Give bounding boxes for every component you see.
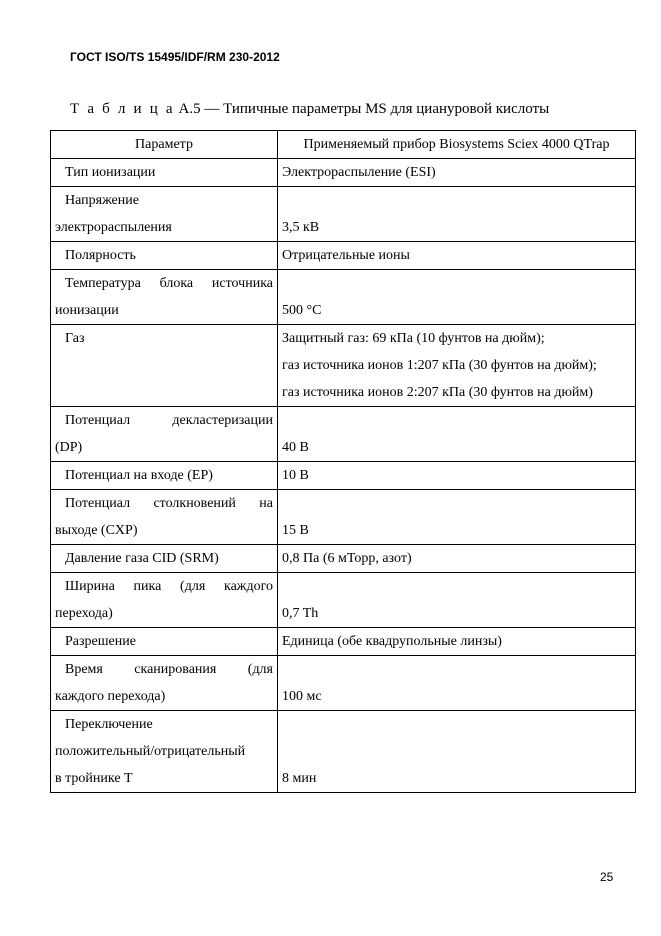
- parameter-text: перехода): [55, 606, 113, 621]
- parameter-cell: [51, 711, 278, 793]
- value-text: 10 В: [282, 468, 309, 483]
- table-row: [51, 545, 636, 573]
- value-cell: [278, 711, 636, 793]
- value-cell: [278, 628, 636, 656]
- parameter-cell: [51, 242, 278, 270]
- parameter-cell: [51, 325, 278, 407]
- table-row: [51, 628, 636, 656]
- value-text: Единица (обе квадрупольные линзы): [282, 634, 502, 649]
- value-cell: [278, 462, 636, 490]
- parameter-cell: [51, 270, 278, 325]
- value-text: газ источника ионов 2:207 кПа (30 фунтов на дюйм): [282, 385, 593, 400]
- value-text: 100 мс: [282, 689, 322, 704]
- table-row: [51, 242, 636, 270]
- parameter-text: электрораспыления: [55, 220, 172, 235]
- parameter-text: Полярность: [65, 248, 136, 263]
- parameter-cell: [51, 573, 278, 628]
- parameter-text: Потенциал на входе (EP): [65, 468, 213, 483]
- parameter-text: Разрешение: [65, 634, 136, 649]
- value-text: 40 В: [282, 440, 309, 455]
- value-cell: [278, 490, 636, 545]
- value-cell: [278, 187, 636, 242]
- table-row: [51, 462, 636, 490]
- value-text: 0,7 Th: [282, 606, 319, 621]
- value-cell: [278, 270, 636, 325]
- parameter-cell: [51, 656, 278, 711]
- value-text: Электрораспыление (ESI): [282, 165, 436, 180]
- parameter-text: ионизации: [55, 303, 119, 318]
- column-header-parameter: Параметр: [51, 131, 278, 159]
- parameter-text: Потенциал декластеризации: [65, 413, 273, 428]
- parameter-cell: [51, 407, 278, 462]
- value-text: 0,8 Па (6 мТорр, азот): [282, 551, 412, 566]
- table-row: [51, 325, 636, 407]
- document-header: ГОСТ ISO/TS 15495/IDF/RM 230-2012: [70, 50, 280, 64]
- value-cell: [278, 325, 636, 407]
- table-row: [51, 711, 636, 793]
- parameter-text: каждого перехода): [55, 689, 166, 704]
- parameter-text: Тип ионизации: [65, 165, 156, 180]
- parameter-text: Потенциал столкновений на: [65, 496, 273, 511]
- parameter-text: Переключение: [65, 717, 153, 732]
- value-text: газ источника ионов 1:207 кПа (30 фунтов на дюйм);: [282, 358, 597, 373]
- parameter-text: Время сканирования (для: [65, 662, 273, 677]
- parameter-cell: [51, 545, 278, 573]
- table-row: [51, 270, 636, 325]
- parameter-cell: [51, 462, 278, 490]
- table-row: [51, 407, 636, 462]
- column-header-instrument: Применяемый прибор Biosystems Sciex 4000 QTrap: [278, 131, 636, 159]
- value-cell: [278, 656, 636, 711]
- parameter-cell: [51, 490, 278, 545]
- parameter-text: Температура блока источника: [65, 276, 273, 291]
- parameter-text: положительный/отрицательный: [55, 744, 246, 759]
- parameter-cell: [51, 159, 278, 187]
- table-row: [51, 159, 636, 187]
- value-cell: [278, 242, 636, 270]
- value-text: 15 В: [282, 523, 309, 538]
- page-number: 25: [600, 870, 614, 884]
- parameter-cell: [51, 628, 278, 656]
- value-text: Отрицательные ионы: [282, 248, 410, 263]
- value-cell: [278, 573, 636, 628]
- value-cell: [278, 407, 636, 462]
- value-cell: [278, 159, 636, 187]
- table-row: [51, 573, 636, 628]
- parameter-text: в тройнике Т: [55, 771, 133, 786]
- value-text: 8 мин: [282, 771, 317, 786]
- parameter-cell: [51, 187, 278, 242]
- ms-parameters-table: [50, 130, 636, 793]
- table-caption-text: А.5 — Типичные параметры MS для циануровой кислоты: [174, 101, 550, 117]
- parameter-text: (DP): [55, 440, 83, 455]
- table-row: [51, 656, 636, 711]
- parameter-text: Ширина пика (для каждого: [65, 579, 273, 594]
- parameter-text: выходе (CXP): [55, 523, 138, 538]
- value-text: 3,5 кВ: [282, 220, 320, 235]
- table-row: [51, 187, 636, 242]
- parameter-text: Давление газа CID (SRM): [65, 551, 219, 566]
- table-caption: [70, 101, 549, 118]
- table-caption-prefix: Т а б л и ц а: [70, 101, 175, 117]
- value-text: 500 °С: [282, 303, 322, 318]
- table-row: [51, 490, 636, 545]
- parameter-text: Газ: [65, 331, 85, 346]
- value-cell: [278, 545, 636, 573]
- value-text: Защитный газ: 69 кПа (10 фунтов на дюйм);: [282, 331, 545, 346]
- parameter-text: Напряжение: [65, 193, 139, 208]
- table-header-row: [51, 131, 636, 159]
